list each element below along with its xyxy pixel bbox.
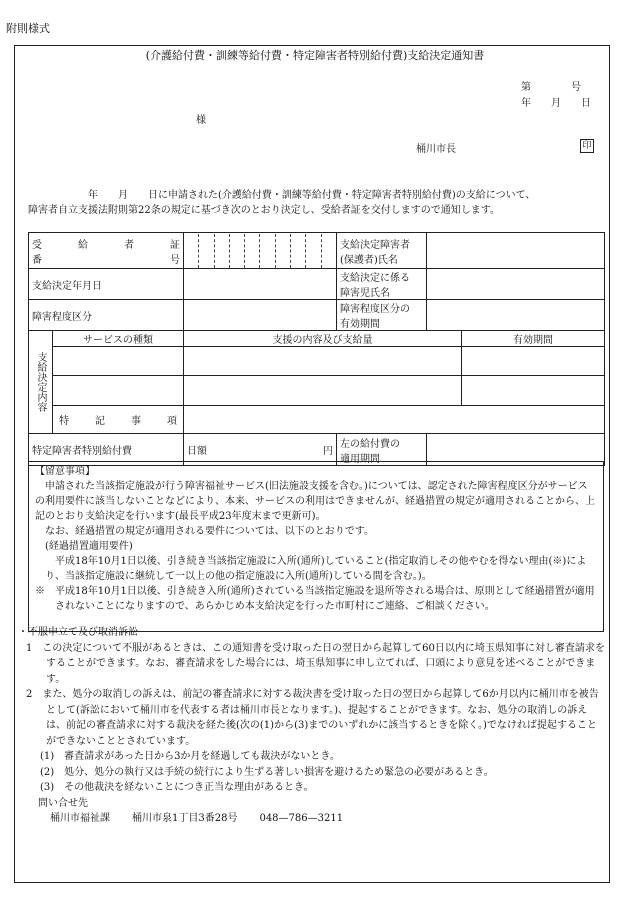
col-service-header: サービスの種類: [53, 331, 184, 347]
form-label: 附則様式: [6, 22, 50, 35]
appeal-sub-2: (2) 処分、処分の執行又は手続の続行により生ずる著しい損害を避けるため緊急の必要があるとき。: [40, 766, 494, 778]
appeal-heading: ・不服申立て及び取消訴訟: [18, 627, 138, 638]
contact-address: 桶川市泉1丁目3番28号: [132, 813, 238, 824]
monthly-label: 日額: [187, 446, 207, 457]
contact-dept: 桶川市福祉課: [50, 813, 110, 824]
addressee-suffix: 様: [196, 115, 206, 126]
appeal-sub-3: (3) その他裁決を経ないことにつき正当な理由があるとき。: [40, 782, 314, 793]
validity-label-bottom: 有効期間: [340, 319, 380, 330]
issuer-name: 桶川市長: [416, 144, 456, 155]
notes-paragraph-2: なお、経過措置の規定が適用される要件については、以下のとおりです。: [45, 526, 374, 537]
recipient-number-label-bottom: 番 号: [32, 254, 180, 266]
appeal-item-2: 2 また、処分の取消しの訴えは、前記の審査請求に対する裁決書を受け取った日の翌日から起算して6か月以内に桶川市を被告として(訴訟において桶川市を代表する者は桶川市長となります。)、提起することができます。なお、処分の取消しの訴えは、前記の審査請求に対する裁決を経た後(次の(1)から(3)までのいずれかに該当するときを除く。)でなければ提起することができないこととされています。: [26, 689, 599, 747]
special-notes-label: [53, 406, 184, 434]
content-cell-1: [184, 347, 462, 376]
decision-person-label-top: 支給決定障害者: [340, 239, 410, 251]
validity-value: [427, 300, 605, 331]
benefit-period-top: 左の給付費の: [340, 438, 400, 450]
special-notes-value: [184, 406, 605, 434]
number-label: 第 号: [521, 82, 581, 93]
service-cell-1: [53, 347, 184, 376]
child-label-top: 支給決定に係る: [340, 273, 410, 284]
date-label: 年 月 日: [521, 98, 591, 109]
child-label: [337, 269, 427, 300]
decision-side-cell: [29, 331, 53, 434]
seal-mark: 印: [580, 139, 594, 153]
yen-label: 円: [323, 446, 333, 457]
intro-line-1: 年 月 日に申請された(介護給付費・訓練等給付費・特定障害者特別給付費)の支給について、: [88, 190, 536, 201]
decision-date-value: [184, 269, 337, 300]
special-benefit-label: 特定障害者特別給付費: [29, 434, 184, 466]
child-value: [427, 269, 605, 300]
child-label-bottom: 障害児氏名: [340, 288, 390, 299]
service-cell-2: [53, 376, 184, 406]
appeal-section: [18, 625, 606, 827]
decision-person-label: [337, 233, 427, 269]
content-cell-2: [184, 376, 462, 406]
decision-person-value: [427, 233, 605, 269]
disability-level-label: 障害程度区分: [29, 300, 184, 331]
benefit-period-bottom: 適用期間: [340, 453, 380, 465]
notes-box: [28, 461, 604, 632]
decision-table: [28, 232, 605, 466]
notes-paragraph-1: 申請された当該指定施設が行う障害福祉サービス(旧法施設支援を含む。)については、認定された障害程度区分がサービスの利用要件に該当しないことなどにより、本来、サービスの利用はできませんが、経過措置の規定が適用されることから、上記のとおり支給決定を行います(最長平成23年度末まで更新可)。: [35, 481, 595, 522]
appeal-item-1: 1 この決定について不服があるときは、この通知書を受け取った日の翌日から起算して60日以内に埼玉県知事に対し審査請求をすることができます。なお、審査請求をした場合には、埼玉県知事に申し立てれば、口頭により意見を述べることができます。: [26, 642, 605, 685]
intro-line-2: 障害者自立支援法附則第22条の規定に基づき次のとおり決定し、受給者証を交付しますので通知します。: [28, 205, 500, 216]
recipient-number-label: [29, 233, 184, 269]
recipient-number-label-top: 受 給 者 証: [32, 239, 180, 251]
document-title: (介護給付費・訓練等給付費・特定障害者特別給付費)支給決定通知書: [145, 49, 485, 62]
disability-level-value: [184, 300, 337, 331]
validity-label: [337, 300, 427, 331]
appeal-sub-1: (1) 審査請求があった日から3か月を経過しても裁決がないとき。: [40, 751, 341, 762]
contact-phone: 048—786—3211: [259, 813, 344, 824]
decision-date-label: 支給決定年月日: [29, 269, 184, 300]
col-content-header: 支援の内容及び支給量: [184, 331, 462, 347]
recipient-number-cells: [184, 233, 337, 269]
period-cell-1: [462, 347, 605, 376]
notes-heading: 【留意事項】: [35, 466, 95, 477]
period-cell-2: [462, 376, 605, 406]
validity-label-top: 障害程度区分の: [340, 304, 410, 315]
contact-line: [18, 811, 606, 827]
contact-heading: 問い合せ先: [38, 797, 88, 809]
notes-paragraph-4: 平成18年10月1日以後、引き続き当該指定施設に入所(通所)していること(指定取消しその他やむを得ない理由(※)により、当該指定施設に継続して一以上の他の指定施設に入所(通所)している間を含む。)。: [45, 556, 587, 582]
notes-paragraph-3: (経過措置適用要件): [45, 541, 133, 552]
decision-person-label-bottom: (保護者)氏名: [340, 254, 398, 266]
notes-paragraph-5: ※ 平成18年10月1日以後、引き続き入所(通所)されている当該指定施設を退所等される場合は、原則として経過措置が適用されないことになりますので、あらかじめ本支給決定を行った市町村にご連絡、ご相談ください。: [35, 586, 595, 612]
col-period-header: 有効期間: [462, 331, 605, 347]
decision-side-label: 支給決定内容: [35, 352, 46, 412]
special-notes-text: 特 記 事 項: [59, 416, 177, 427]
